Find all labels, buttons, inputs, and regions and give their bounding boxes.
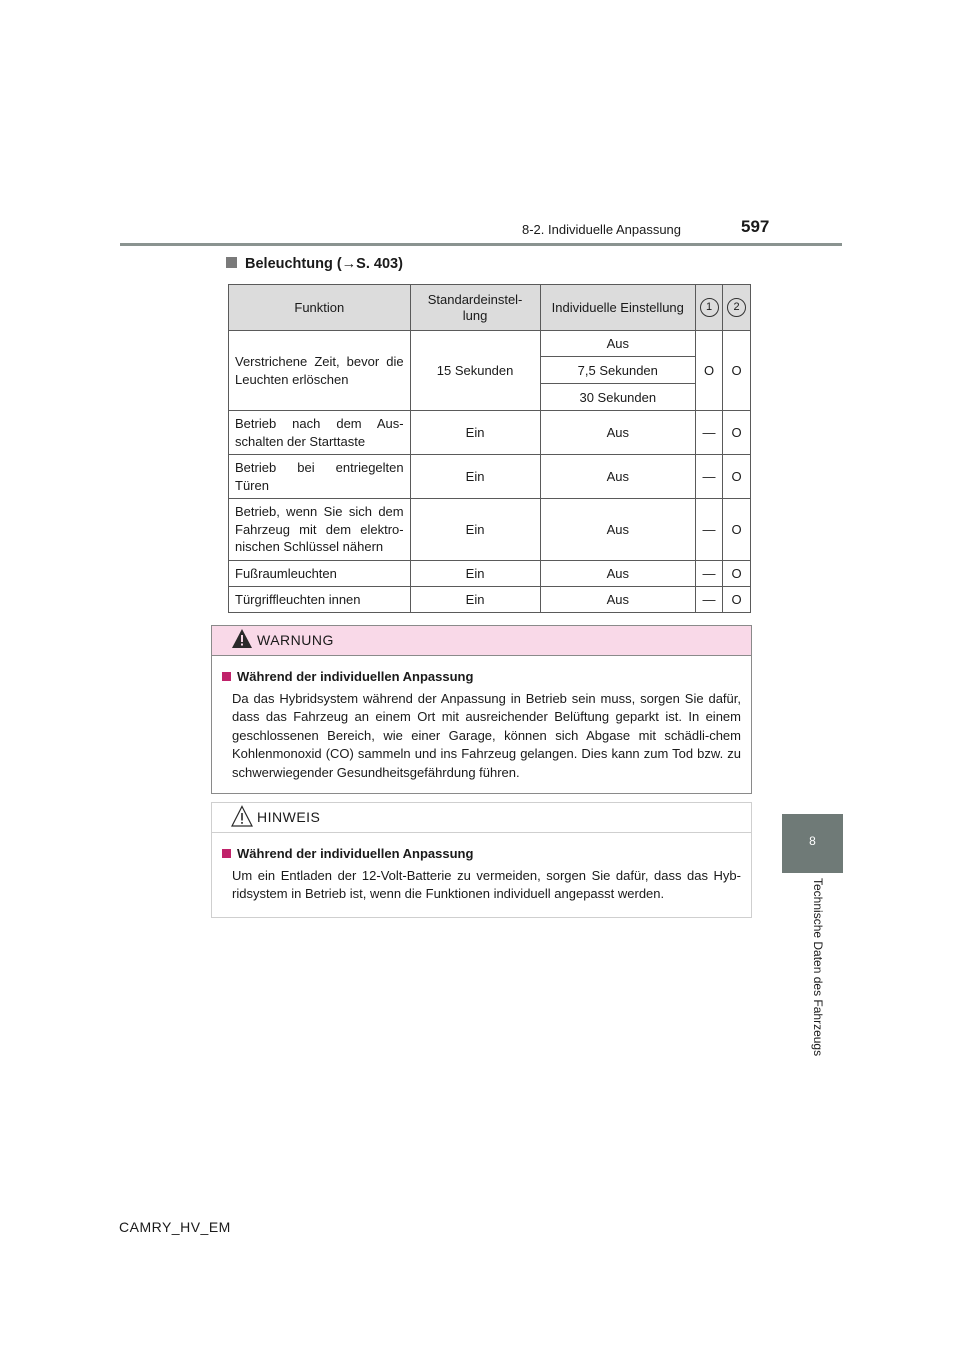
table-row <box>229 411 751 455</box>
row-custom: Aus <box>540 499 696 561</box>
notice-subheading-text: Während der individuellen Anpassung <box>237 846 474 861</box>
table-row <box>229 499 751 561</box>
warning-text: Da das Hybridsystem während der Anpassung in Betrieb sein muss, sorgen Sie dafür, dass das Fahrzeug an einem Ort mit ausreichender Belüftung geparkt ist. In einem geschlossenen Bereich, wie einer Garage, können sich Abgase mit schädli-chem Kohlenmonoxid (CO) sammeln und ins Fahrzeug gelangen. Dies kann zum Tod bzw. zu schwerwiegender Gesundheitsgefährdung führen. <box>232 690 741 780</box>
row-mark-2: O <box>723 455 751 499</box>
row-function: Türgriffleuchten innen <box>229 587 411 613</box>
table-row <box>229 455 751 499</box>
pink-square-bullet-icon <box>222 849 231 858</box>
row-function: Betrieb, wenn Sie sich dem Fahrzeug mit dem elektro-nischen Schlüssel nähern <box>229 499 411 561</box>
warning-header <box>212 626 751 656</box>
notice-subheading <box>222 845 741 864</box>
row-default: Ein <box>410 455 540 499</box>
warning-subheading-text: Während der individuellen Anpassung <box>237 669 474 684</box>
row-mark-2: O <box>723 587 751 613</box>
row-option: 7,5 Sekunden <box>540 357 696 384</box>
notice-body <box>212 833 751 904</box>
table-row <box>229 331 751 357</box>
row-function: Verstrichene Zeit, bevor die Leuchten erlöschen <box>229 331 411 411</box>
header-default-text: Standardeinstel- lung <box>427 291 523 323</box>
row-function: Betrieb nach dem Aus-schalten der Starttaste <box>229 411 411 455</box>
row-custom: Aus <box>540 411 696 455</box>
row-mark-1: — <box>696 561 723 587</box>
header-rule <box>120 243 842 246</box>
row-default: Ein <box>410 587 540 613</box>
table-header-row <box>229 285 751 331</box>
square-bullet-icon <box>226 257 237 268</box>
chapter-label: Technische Daten des Fahrzeugs <box>811 878 825 1057</box>
row-custom: Aus <box>540 455 696 499</box>
notice-text: Um ein Entladen der 12-Volt-Batterie zu vermeiden, sorgen Sie dafür, dass das Hyb-ridsystem in Betrieb ist, wenn die Funktionen individuell angepasst werden. <box>232 867 741 901</box>
section-title-text: Beleuchtung (→S. 403) <box>245 256 403 272</box>
notice-label: HINWEIS <box>257 809 321 825</box>
row-custom: Aus <box>540 587 696 613</box>
header-custom: Individuelle Einstellung <box>540 285 696 331</box>
header-function: Funktion <box>229 285 411 331</box>
warning-label: WARNUNG <box>257 632 334 648</box>
row-option: 30 Sekunden <box>540 384 696 411</box>
row-mark-1: — <box>696 587 723 613</box>
notice-box <box>211 802 752 918</box>
header-col1 <box>696 285 723 331</box>
warning-box <box>211 625 752 794</box>
row-default: Ein <box>410 411 540 455</box>
row-default: Ein <box>410 561 540 587</box>
table-row <box>229 587 751 613</box>
header-default <box>410 285 540 331</box>
warning-triangle-icon <box>231 628 253 650</box>
settings-table <box>228 284 751 613</box>
row-default: 15 Sekunden <box>410 331 540 411</box>
warning-subheading <box>222 668 741 687</box>
row-mark-2: O <box>723 411 751 455</box>
notice-header <box>212 803 751 833</box>
table-row <box>229 561 751 587</box>
header-section: 8-2. Individuelle Anpassung <box>522 222 682 237</box>
pink-square-bullet-icon <box>222 672 231 681</box>
row-function: Fußraumleuchten <box>229 561 411 587</box>
row-mark-1: — <box>696 455 723 499</box>
chapter-tab <box>782 814 843 873</box>
row-mark-1: O <box>696 331 723 411</box>
row-mark-2: O <box>723 499 751 561</box>
row-mark-1: — <box>696 499 723 561</box>
circle-1-icon: 1 <box>700 298 719 317</box>
row-mark-1: — <box>696 411 723 455</box>
footer-code: CAMRY_HV_EM <box>119 1219 231 1235</box>
circle-2-icon: 2 <box>727 298 746 317</box>
row-mark-2: O <box>723 561 751 587</box>
row-default: Ein <box>410 499 540 561</box>
row-function: Betrieb bei entriegelten Türen <box>229 455 411 499</box>
row-mark-2: O <box>723 331 751 411</box>
chapter-number: 8 <box>809 834 816 848</box>
row-option: Aus <box>540 331 696 357</box>
page-number: 597 <box>741 217 770 236</box>
header-col2 <box>723 285 751 331</box>
section-title <box>226 256 403 272</box>
caution-triangle-icon <box>231 805 253 829</box>
warning-body <box>212 656 751 782</box>
row-custom: Aus <box>540 561 696 587</box>
